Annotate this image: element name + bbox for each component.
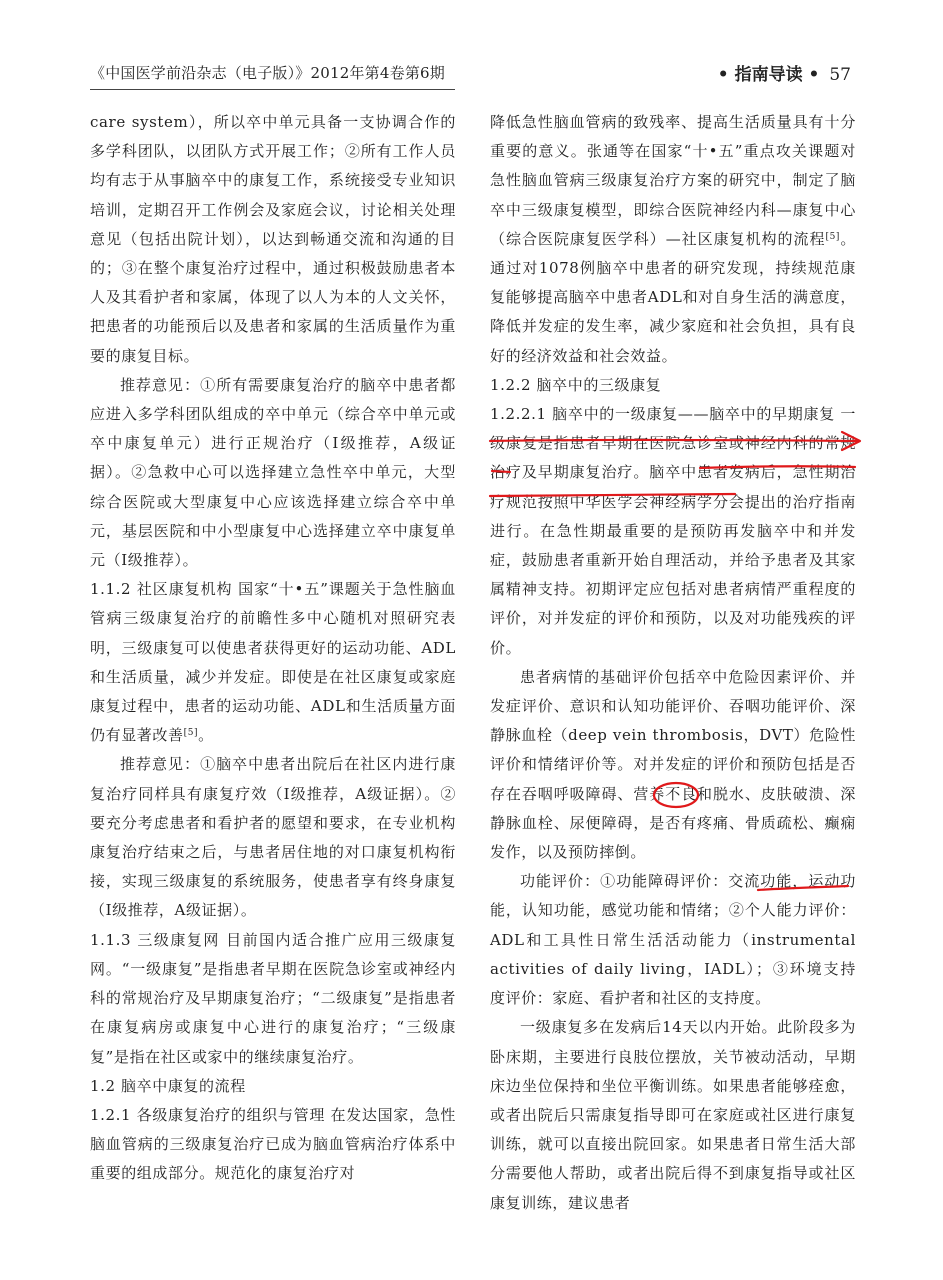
paragraph-text: 降低急性脑血管病的致残率、提高生活质量具有十分重要的意义。张通等在国家“十•五”重点攻关课题对急性脑血管病三级康复治疗方案的研究中，制定了脑卒中三级康复模型，即综合医院神经内科—康复中心（综合医院康复医学科）—社区康复机构的流程 xyxy=(490,113,856,248)
paragraph: 1.1.3 三级康复网 目前国内适合推广应用三级康复网。“一级康复”是指患者早期在医院急诊室或神经内科的常规治疗及早期康复治疗；“二级康复”是指患者在康复病房或康复中心进行的康复治疗；“三级康复”是指在社区或家中的继续康复治疗。 xyxy=(90,930,456,1066)
paragraph: 1.2.2.1 脑卒中的一级康复——脑卒中的早期康复 一级康复是指患者早期在医院急诊室或神经内科的常规治疗及早期康复治疗。脑卒中患者发病后，急性期治疗规范按照中华医学会神经病学分会提出的治疗指南进行。在急性期最重要的是预防再发脑卒中和并发症，鼓励患者重新开始自理活动，并给予患者及其家属精神支持。初期评定应包括对患者病情严重程度的评价，对并发症的评价和预防，以及对功能残疾的评价。 xyxy=(490,405,856,657)
section-header xyxy=(718,60,851,85)
section-label: • 指南导读 • xyxy=(717,65,820,85)
paragraph-end: 。 xyxy=(198,726,214,745)
paragraph: 推荐意见：①所有需要康复治疗的脑卒中患者都应进入多学科团队组成的卒中单元（综合卒中单元或卒中康复单元）进行正规治疗（Ⅰ级推荐，A级证据）。②急救中心可以选择建立急性卒中单元，大型综合医院或大型康复中心应该选择建立综合卒中单元，基层医院和中小型康复中心选择建立卒中康复单元（Ⅰ级推荐）。 xyxy=(90,375,456,570)
paragraph xyxy=(90,575,456,750)
paragraph: 功能评价：①功能障碍评价：交流功能，运动功能，认知功能，感觉功能和情绪；②个人能力评价：ADL和工具性日常生活活动能力（instrumental activities of daily living，IADL）；③环境支持度评价：家庭、看护者和社区的支持度。 xyxy=(490,872,856,1008)
paragraph-text: 1.1.2 社区康复机构 国家“十•五”课题关于急性脑血管病三级康复治疗的前瞻性多中心随机对照研究表明，三级康复可以使患者获得更好的运动功能、ADL和生活质量，减少并发症。即使是在社区康复或家庭康复过程中，患者的运动功能、ADL和生活质量方面仍有显著改善 xyxy=(90,580,456,745)
paragraph: care system），所以卒中单元具备一支协调合作的多学科团队，以团队方式开展工作；②所有工作人员均有志于从事脑卒中的康复工作，系统接受专业知识培训，定期召开工作例会及家庭会议，讨论相关处理意见（包括出院计划），以达到畅通交流和沟通的目的；③在整个康复治疗过程中，通过积极鼓励患者本人及其看护者和家属，体现了以人为本的人文关怀，把患者的功能预后以及患者和家属的生活质量作为重要的康复目标。 xyxy=(90,113,456,365)
right-column xyxy=(490,108,856,1218)
paragraph: 一级康复多在发病后14天以内开始。此阶段多为卧床期，主要进行良肢位摆放，关节被动活动，早期床边坐位保持和坐位平衡训练。如果患者能够痊愈，或者出院后只需康复指导即可在家庭或社区进行康复训练，就可以直接出院回家。如果患者日常生活大部分需要他人帮助，或者出院后得不到康复指导或社区康复训练，建议患者 xyxy=(490,1018,856,1212)
header-rule xyxy=(90,89,455,90)
journal-header: 《中国医学前沿杂志（电子版）》2012年第4卷第6期 xyxy=(90,64,445,82)
citation: [5] xyxy=(183,728,199,739)
paragraph: 患者病情的基础评价包括卒中危险因素评价、并发症评价、意识和认知功能评价、吞咽功能评价、深静脉血栓（deep vein thrombosis，DVT）危险性评价和情绪评价等。对并发症的评价和预防包括是否存在吞咽呼吸障碍、营养不良和脱水、皮肤破溃、深静脉血栓、尿便障碍，是否有疼痛、骨质疏松、癫痫发作，以及预防摔倒。 xyxy=(490,667,856,862)
left-column xyxy=(90,108,456,1189)
paragraph: 1.2.1 各级康复治疗的组织与管理 在发达国家，急性脑血管病的三级康复治疗已成为脑血管病治疗体系中重要的组成部分。规范化的康复治疗对 xyxy=(90,1105,456,1183)
page-number: 57 xyxy=(829,65,851,85)
citation: [5] xyxy=(825,231,841,242)
paragraph-text: 。通过对1078例脑卒中患者的研究发现，持续规范康复能够提高脑卒中患者ADL和对自身生活的满意度，降低并发症的发生率，减少家庭和社会负担，具有良好的经济效益和社会效益。 xyxy=(490,229,856,365)
paragraph: 推荐意见：①脑卒中患者出院后在社区内进行康复治疗同样具有康复疗效（Ⅰ级推荐，A级证据）。②要充分考虑患者和看护者的愿望和要求，在专业机构康复治疗结束之后，与患者居住地的对口康复机构衔接，实现三级康复的系统服务，使患者享有终身康复（Ⅰ级推荐，A级证据）。 xyxy=(90,755,456,920)
paragraph xyxy=(490,108,856,371)
section-heading: 1.2.2 脑卒中的三级康复 xyxy=(490,375,662,394)
section-heading: 1.2 脑卒中康复的流程 xyxy=(90,1076,246,1095)
